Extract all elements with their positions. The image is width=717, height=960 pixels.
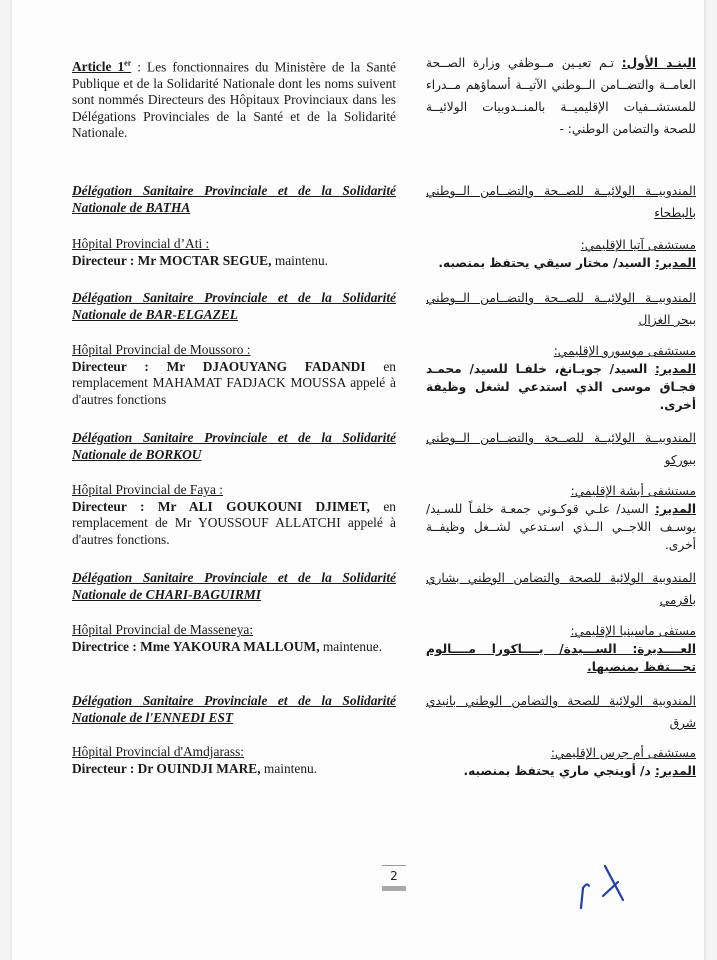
delegation-title: المندوبيــة الولائيــة للصــحة والتضــامن الــوطني ببوركو: [426, 431, 696, 467]
hospital-name: مستشفى موسورو الإقليمي:: [553, 344, 696, 358]
article-text-fr: : Les fonctionnaires du Ministère de la Santé Publique et de la Solidarité Nationale dont les noms suivent sont nommés Directeurs des Hôpitaux Provinciaux dans les Délégations Provinciales de la Santé et de la Solidarité Nationale.: [72, 59, 396, 141]
director-line: Directrice : Mme YAKOURA MALLOUM, maintenue.: [72, 638, 383, 654]
director-line: المدير: السيد/ جويـانغ، خلفـا للسيد/ محمـد فجـاق موسى الذي استدعي لشغل وظيفة أخرى.: [426, 362, 696, 412]
handwritten-note-mark: [575, 860, 635, 920]
delegation-title: Délégation Sanitaire Provinciale et de la Solidarité Nationale de BATHA: [72, 183, 396, 215]
delegation-title: المندوبيــة الولائيــة للصــحة والتضــامن الــوطني بالبطحاء: [426, 184, 696, 220]
delegation-title: المندوبية الولائية للصحة والتضامن الوطني بشاري باقرمي: [426, 571, 696, 607]
hospital-fr-amdjarass: [72, 744, 396, 777]
delegation-fr-ennedi-est: [72, 693, 396, 726]
director-line: المدير: السيد/ مختار سيقي يحتفظ بمنصبه.: [438, 256, 696, 270]
hospital-ar-amdjarass: [426, 744, 696, 780]
hospital-name: مستفى ماسينيا الإقليمي:: [570, 624, 696, 638]
article-text-ar: تـم تعيـين مــوظفي وزارة الصــحة العامــة والتضــامن الــوطني الآتيــة أسماؤهم مــدراء للمستشــفيات الإقليميــة بالمنــدوبيات الولائيــة للصحة والتضامن الوطني: -: [426, 56, 696, 136]
hospital-name: Hôpital Provincial de Moussoro :: [72, 342, 251, 357]
hospital-name: مستشفى أبشة الإقليمي:: [570, 484, 696, 498]
hospital-ar-masseneya: [426, 622, 696, 676]
delegation-title: المندوبية الولائية للصحة والتضامن الوطني بانيدي شرق: [426, 694, 696, 730]
director-line: Directeur : Mr ALI GOUKOUNI DJIMET, en remplacement de Mr YOUSSOUF ALLATCHI appelé à d'autres fonctions.: [72, 498, 396, 547]
delegation-title: Délégation Sanitaire Provinciale et de la Solidarité Nationale de BAR-ELGAZEL: [72, 290, 396, 322]
article-label-ar: البنـد الأول:: [621, 56, 696, 70]
hospital-fr-faya: [72, 482, 396, 548]
director-line: المدير: د/ أوينجي ماري يحتفظ بمنصبه.: [463, 764, 696, 778]
hospital-fr-masseneya: [72, 622, 396, 655]
director-line: Directeur : Mr DJAOUYANG FADANDI en remplacement MAHAMAT FADJACK MOUSSA appelé à d'autres fonctions: [72, 358, 396, 407]
delegation-ar-chari-baguirmi: [426, 567, 696, 611]
delegation-fr-borkou: [72, 430, 396, 463]
handwritten-note: [575, 860, 635, 925]
delegation-fr-chari-baguirmi: [72, 570, 396, 603]
director-line: المدير: السيد/ علـي قوكـوني جمعـة خلفـاً للسـيد/ يوسـف اللاجــي الــذي اسـتدعي لشــغل وظيفــة أخرى.: [426, 502, 696, 552]
director-line: Directeur : Dr OUINDJI MARE, maintenu.: [72, 760, 318, 776]
hospital-name: مستشفى آتيا الإقليمي:: [580, 238, 696, 252]
director-line: العــــديرة: الســـيدة/ يــــاكورا مــــالوم تحـــتفظ بمنصبها.: [426, 642, 696, 674]
article-label-fr: Article 1er: [72, 59, 132, 75]
delegation-ar-ennedi-est: [426, 690, 696, 734]
hospital-name: مستشفى أم جرس الإقليمي:: [550, 746, 696, 760]
delegation-title: Délégation Sanitaire Provinciale et de la Solidarité Nationale de CHARI-BAGUIRMI: [72, 570, 396, 602]
hospital-name: Hôpital Provincial d'Amdjarass:: [72, 744, 244, 759]
director-line: Directeur : Mr MOCTAR SEGUE, maintenu.: [72, 252, 328, 268]
delegation-title: المندوبيــة الولائيــة للصــحة والتضــامن الــوطني ببحر الغزال: [426, 291, 696, 327]
delegation-ar-bar-elgazel: [426, 287, 696, 331]
delegation-fr-bar-elgazel: [72, 290, 396, 323]
article-1-fr: [72, 56, 396, 142]
delegation-fr-batha: [72, 183, 396, 216]
hospital-fr-moussoro: [72, 342, 396, 408]
hospital-fr-ati: [72, 236, 396, 269]
document-page: [10, 0, 706, 960]
page-number-underline: [382, 886, 406, 891]
hospital-name: Hôpital Provincial de Faya :: [72, 482, 223, 497]
delegation-title: Délégation Sanitaire Provinciale et de la Solidarité Nationale de l'ENNEDI EST: [72, 693, 396, 725]
delegation-ar-borkou: [426, 427, 696, 471]
article-1-ar: [426, 52, 696, 140]
hospital-ar-faya: [426, 482, 696, 554]
hospital-ar-moussoro: [426, 342, 696, 414]
delegation-title: Délégation Sanitaire Provinciale et de la Solidarité Nationale de BORKOU: [72, 430, 396, 462]
hospital-name: Hôpital Provincial d’Ati :: [72, 236, 210, 251]
page-number: 2: [382, 865, 406, 883]
hospital-ar-ati: [426, 236, 696, 272]
hospital-name: Hôpital Provincial de Masseneya:: [72, 622, 254, 637]
delegation-ar-batha: [426, 180, 696, 224]
